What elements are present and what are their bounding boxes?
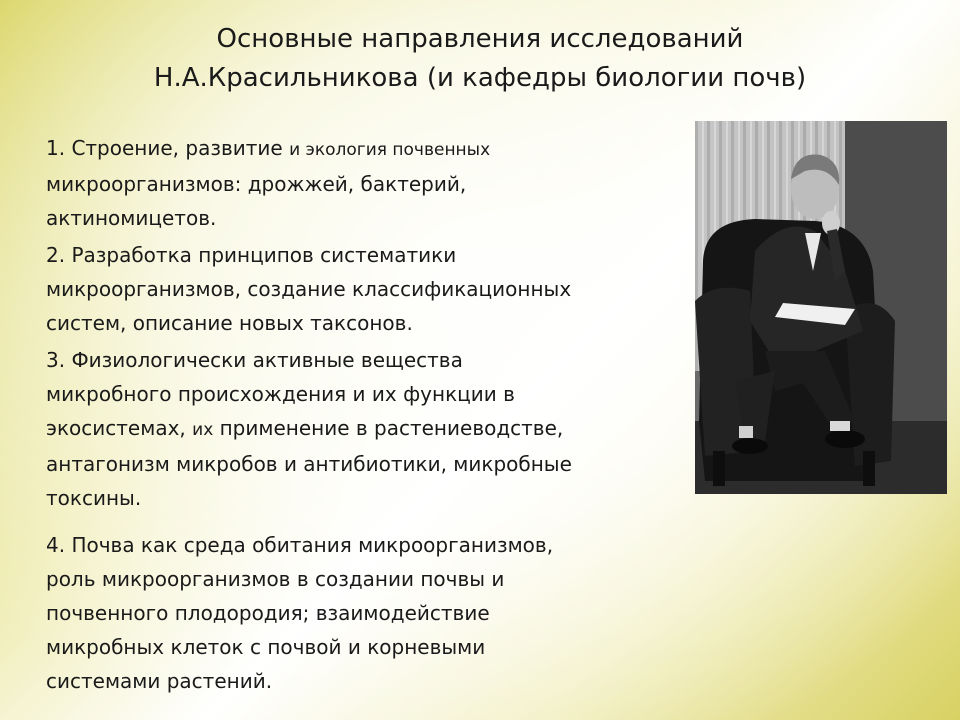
item-3-line-4: антагонизм микробов и антибиотики, микробные	[46, 452, 572, 476]
item-3-line-3b: их	[192, 420, 214, 440]
list-item-1	[46, 131, 686, 235]
list-item-2	[46, 238, 686, 340]
item-3-line-3c: применение в растениеводстве,	[213, 416, 564, 440]
item-4-line-1: 4. Почва как среда обитания микроорганизмов,	[46, 533, 554, 557]
slide-title	[0, 20, 960, 98]
item-4-line-5: системами растений.	[46, 669, 273, 693]
item-2-line-2: микроорганизмов, создание классификационных	[46, 277, 572, 301]
item-2-line-1: 2. Разработка принципов систематики	[46, 243, 457, 267]
item-1-line-2: микроорганизмов: дрожжей, бактерий,	[46, 172, 467, 196]
title-line-2: Н.А.Красильникова (и кафедры биологии почв)	[153, 63, 807, 93]
portrait-photo	[695, 121, 947, 494]
item-3-line-1: 3. Физиологически активные вещества	[46, 348, 463, 372]
item-4-line-2: роль микроорганизмов в создании почвы и	[46, 567, 505, 591]
research-directions-list	[46, 131, 686, 701]
title-line-1: Основные направления исследований	[216, 24, 744, 54]
item-1-line-3: актиномицетов.	[46, 206, 217, 230]
item-3-line-2: микробного происхождения и их функции в	[46, 382, 515, 406]
list-item-3	[46, 343, 686, 515]
item-1-line-1a: 1. Строение, развитие	[46, 136, 290, 160]
item-2-line-3: систем, описание новых таксонов.	[46, 311, 413, 335]
portrait-illustration	[695, 121, 947, 494]
item-4-line-4: микробных клеток с почвой и корневыми	[46, 635, 486, 659]
list-item-4	[46, 528, 686, 698]
item-1-line-1b: и экология почвенных	[289, 140, 491, 160]
item-3-line-3a: экосистемах,	[46, 416, 193, 440]
item-4-line-3: почвенного плодородия; взаимодействие	[46, 601, 490, 625]
item-3-line-5: токсины.	[46, 486, 142, 510]
